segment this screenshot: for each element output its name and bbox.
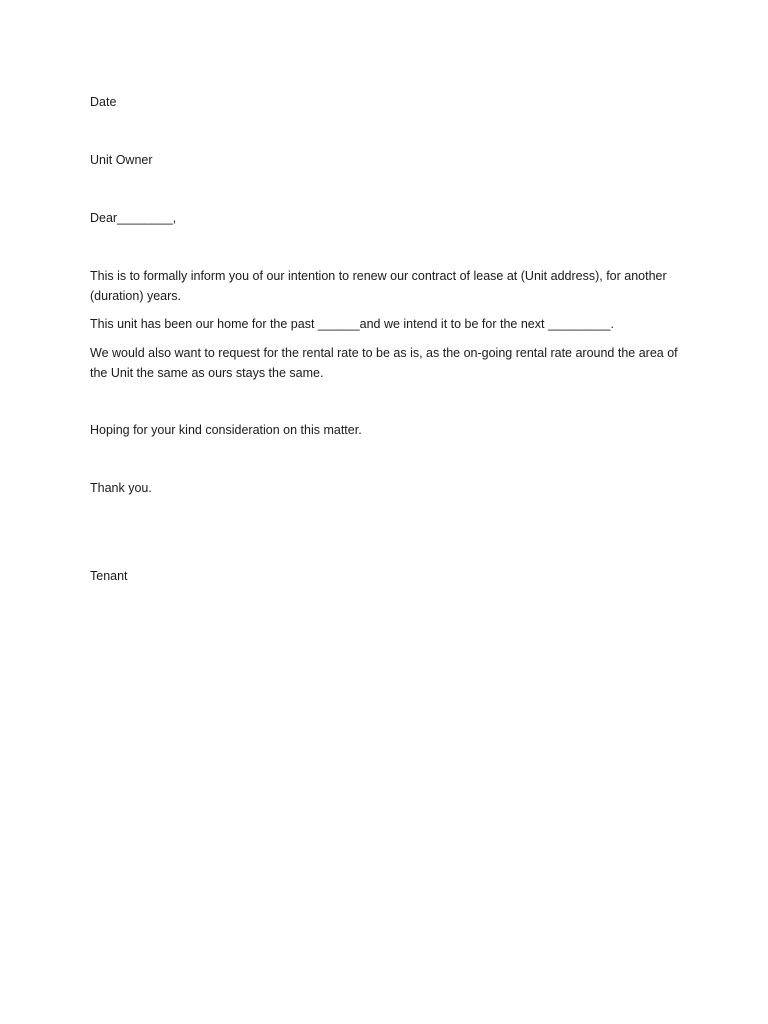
body-paragraph-rental-rate: We would also want to request for the rental rate to be as is, as the on-going rental rate around the area of the Unit the same as ours stays the same. bbox=[90, 346, 678, 380]
salutation-line: Dear________, bbox=[90, 211, 177, 225]
thanks-line: Thank you. bbox=[90, 481, 152, 495]
closing-request-line: Hoping for your kind consideration on this matter. bbox=[90, 423, 362, 437]
body-paragraph-duration: This unit has been our home for the past ______and we intend it to be for the next _________. bbox=[90, 317, 614, 331]
body-paragraph-intent: This is to formally inform you of our intention to renew our contract of lease at (Unit address), for another (duration) years. bbox=[90, 269, 667, 303]
signature-line: Tenant bbox=[90, 569, 128, 583]
recipient-line: Unit Owner bbox=[90, 153, 153, 167]
date-label: Date bbox=[90, 95, 117, 109]
